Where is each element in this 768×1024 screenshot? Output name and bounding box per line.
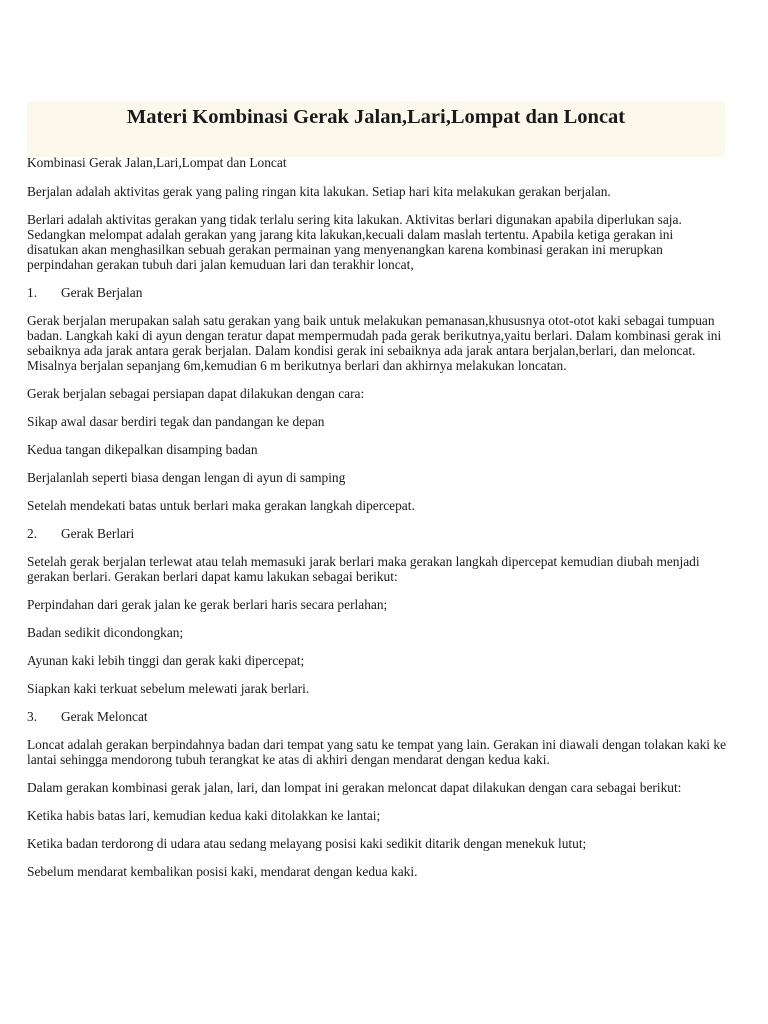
paragraph-persiapan: Gerak berjalan sebagai persiapan dapat dilakukan dengan cara:	[27, 386, 365, 401]
step-item: Sikap awal dasar berdiri tegak dan pandangan ke depan	[27, 414, 325, 429]
section-title: Gerak Berjalan	[61, 285, 143, 300]
step-item: Siapkan kaki terkuat sebelum melewati jarak berlari.	[27, 681, 310, 696]
step-item: Ketika habis batas lari, kemudian kedua kaki ditolakkan ke lantai;	[27, 808, 381, 823]
section-number: 1.	[27, 285, 38, 300]
step-item: Berjalanlah seperti biasa dengan lengan di ayun di samping	[27, 470, 346, 485]
step-item: Kedua tangan dikepalkan disamping badan	[27, 442, 258, 457]
section-number: 3.	[27, 709, 38, 724]
section-heading-2	[27, 526, 727, 541]
step-item: Sebelum mendarat kembalikan posisi kaki, mendarat dengan kedua kaki.	[27, 864, 418, 879]
section-number: 2.	[27, 526, 38, 541]
title-banner	[27, 101, 725, 157]
step-item: Perpindahan dari gerak jalan ke gerak berlari haris secara perlahan;	[27, 597, 388, 612]
step-item: Setelah mendekati batas untuk berlari maka gerakan langkah dipercepat.	[27, 498, 415, 513]
section-title: Gerak Meloncat	[61, 709, 148, 724]
section-title: Gerak Berlari	[61, 526, 135, 541]
document-title: Materi Kombinasi Gerak Jalan,Lari,Lompat dan Loncat	[126, 106, 626, 128]
paragraph-gerak-berjalan: Gerak berjalan merupakan salah satu gerakan yang baik untuk melakukan pemanasan,khususnya otot-otot kaki sebagai tumpuan badan. Langkah kaki di ayun dengan teratur dapat mempermudah pada gerak berikutnya,yaitu berlari. Dalam kombinasi gerak ini sebaiknya ada jarak antara gerak berjalan. Dalam kondisi gerak ini sebaiknya ada jarak antara berjalan,berlari, dan meloncat. Misalnya berjalan sepanjang 6m,kemudian 6 m berikutnya berlari dan akhirnya melakukan loncatan.	[27, 313, 722, 373]
step-item: Ayunan kaki lebih tinggi dan gerak kaki dipercepat;	[27, 653, 305, 668]
step-item: Ketika badan terdorong di udara atau sedang melayang posisi kaki sedikit ditarik dengan menekuk lutut;	[27, 836, 587, 851]
paragraph-gerak-berlari: Setelah gerak berjalan terlewat atau telah memasuki jarak berlari maka gerakan langkah dipercepat kemudian diubah menjadi gerakan berlari. Gerakan berlari dapat kamu lakukan sebagai berikut:	[27, 554, 700, 584]
intro-heading: Kombinasi Gerak Jalan,Lari,Lompat dan Loncat	[27, 155, 287, 170]
paragraph-berjalan: Berjalan adalah aktivitas gerak yang paling ringan kita lakukan. Setiap hari kita melakukan gerakan berjalan.	[27, 184, 611, 199]
paragraph-berlari: Berlari adalah aktivitas gerakan yang tidak terlalu sering kita lakukan. Aktivitas berlari digunakan apabila diperlukan saja. Sedangkan melompat adalah gerakan yang jarang kita lakukan,kecuali dalam maslah tertentu. Apabila ketiga gerakan ini disatukan akan menghasilkan sebuah gerakan permainan yang menyenangkan karena kombinasi gerakan ini merupkan perpindahan gerakan tubuh dari jalan kemuduan lari dan terakhir loncat,	[27, 212, 682, 272]
paragraph-cara-meloncat: Dalam gerakan kombinasi gerak jalan, lari, dan lompat ini gerakan meloncat dapat dilakukan dengan cara sebagai berikut:	[27, 780, 682, 795]
section-heading-3	[27, 709, 727, 724]
section-heading-1	[27, 285, 727, 300]
paragraph-loncat: Loncat adalah gerakan berpindahnya badan dari tempat yang satu ke tempat yang lain. Gerakan ini diawali dengan tolakan kaki ke lantai sehingga mendorong tubuh terangkat ke atas di akhiri dengan mendarat dengan kedua kaki.	[27, 737, 727, 767]
step-item: Badan sedikit dicondongkan;	[27, 625, 184, 640]
document-body	[27, 155, 727, 879]
